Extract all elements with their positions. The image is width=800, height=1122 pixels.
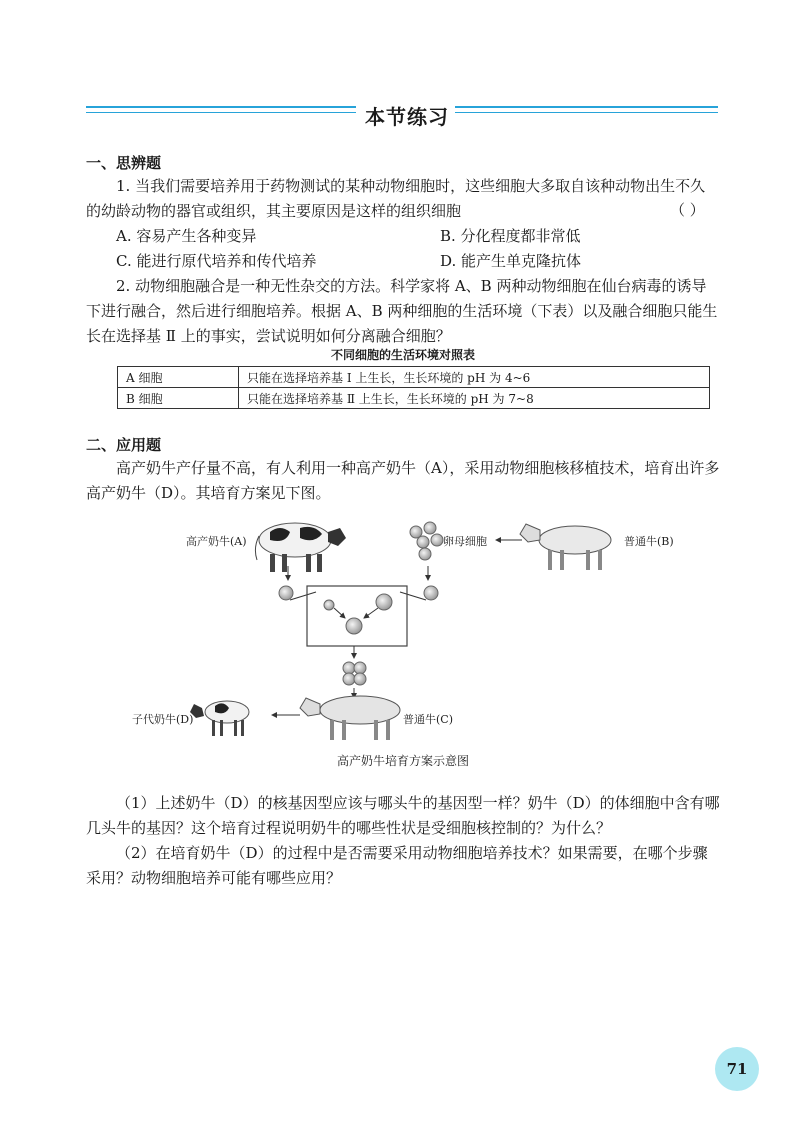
header-rule-left-bottom bbox=[86, 112, 356, 113]
environment-table bbox=[117, 366, 710, 409]
label-oocyte: 卵母细胞 bbox=[443, 535, 487, 548]
option-b: B. 分化程度都非常低 bbox=[440, 227, 581, 245]
table-caption: 不同细胞的生活环境对照表 bbox=[330, 348, 475, 362]
section2-heading: 二、应用题 bbox=[86, 436, 162, 454]
table-row bbox=[118, 388, 710, 409]
answer-blank: （ ） bbox=[670, 201, 705, 219]
option-c: C. 能进行原代培养和传代培养 bbox=[116, 252, 317, 270]
table-cell-desc: 只能在选择培养基 Ⅰ 上生长，生长环境的 pH 为 4~6 bbox=[239, 367, 710, 388]
question-1-body: 1. 当我们需要培养用于药物测试的某种动物细胞时，这些细胞大多取自该种动物出生不久的幼龄动物的器官或组织，其主要原因是这样的组织细胞 bbox=[86, 177, 706, 220]
page-number: 71 bbox=[726, 1060, 748, 1078]
header-rule-right-bottom bbox=[455, 112, 718, 113]
application-question-1: （1）上述奶牛（D）的核基因型应该与哪头牛的基因型一样？奶牛（D）的体细胞中含有哪几头牛的基因？这个培育过程说明奶牛的哪些性状是受细胞核控制的？为什么？ bbox=[86, 794, 720, 837]
section1-heading: 一、思辨题 bbox=[86, 154, 162, 172]
label-cow-b: 普通牛(B) bbox=[624, 535, 674, 548]
application-question-2: （2）在培育奶牛（D）的过程中是否需要采用动物细胞培养技术？如果需要，在哪个步骤采用？动物细胞培养可能有哪些应用？ bbox=[86, 844, 708, 887]
cow-b-illustration bbox=[520, 524, 611, 570]
cow-c-illustration bbox=[300, 696, 400, 740]
question-2-text: 2. 动物细胞融合是一种无性杂交的方法。科学家将 A、B 两种动物细胞在仙台病毒的诱导下进行融合，然后进行细胞培养。根据 A、B 两种细胞的生活环境（下表）以及融合细胞只能生长在选择基 Ⅱ 上的事实，尝试说明如何分离融合细胞？ bbox=[86, 277, 718, 345]
table-cell-desc: 只能在选择培养基 Ⅱ 上生长，生长环境的 pH 为 7~8 bbox=[239, 388, 710, 409]
embryo bbox=[343, 662, 366, 685]
label-cow-d: 子代奶牛(D) bbox=[132, 713, 194, 726]
option-d: D. 能产生单克隆抗体 bbox=[440, 252, 582, 270]
table-cell-name: B 细胞 bbox=[118, 388, 239, 409]
option-a: A. 容易产生各种变异 bbox=[116, 227, 257, 245]
page-title: 本节练习 bbox=[365, 105, 449, 129]
label-cow-a: 高产奶牛(A) bbox=[186, 535, 247, 548]
header-rule-right-top bbox=[455, 106, 718, 108]
cow-a-illustration bbox=[255, 523, 346, 572]
page-number-badge bbox=[715, 1047, 759, 1091]
figure-caption: 高产奶牛培育方案示意图 bbox=[336, 754, 469, 768]
table-row bbox=[118, 367, 710, 388]
section2-intro: 高产奶牛产仔量不高，有人利用一种高产奶牛（A），采用动物细胞核移植技术，培育出许多高产奶牛（D）。其培育方案见下图。 bbox=[86, 459, 720, 502]
question-1-text bbox=[86, 174, 720, 224]
cow-d-illustration bbox=[190, 701, 249, 736]
oocyte-cluster bbox=[410, 522, 443, 560]
nuclear-transfer-box bbox=[307, 586, 407, 646]
label-cow-c: 普通牛(C) bbox=[403, 713, 453, 726]
table-cell-name: A 细胞 bbox=[118, 367, 239, 388]
header-rule-left-top bbox=[86, 106, 356, 108]
